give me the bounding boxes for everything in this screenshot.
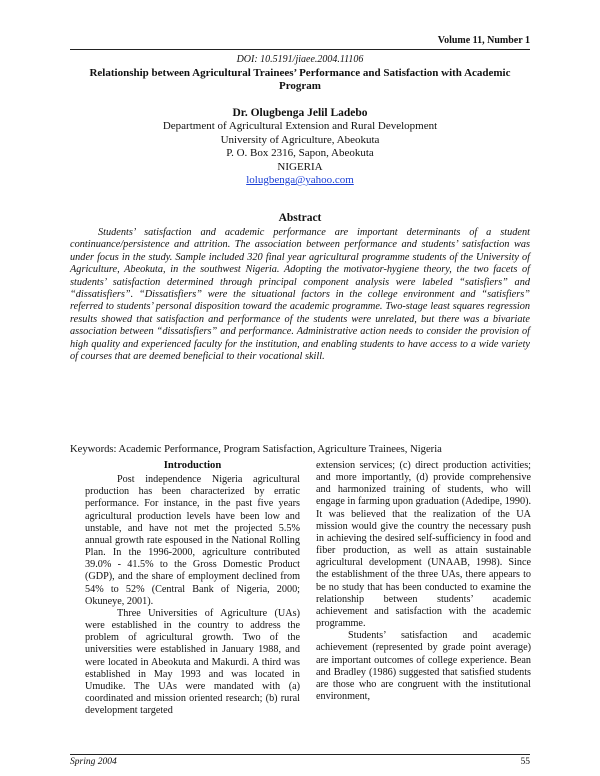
volume-label: Volume 11, Number 1	[437, 35, 530, 46]
body-paragraph: Students’ satisfaction and academic achievement (represented by grade point average) are important outcomes of college experience. Bean and Bradley (1986) suggested that satisfied students are those who are congruent with the institutional environment,	[316, 630, 531, 702]
abstract-heading: Abstract	[278, 212, 322, 224]
doi: DOI: 10.5191/jiaee.2004.11106	[236, 54, 364, 65]
affiliation-line: University of Agriculture, Abeokuta	[220, 133, 380, 146]
author-affiliation	[70, 120, 530, 174]
header-rule	[70, 49, 530, 50]
body-column-left	[85, 460, 300, 717]
section-heading: Introduction	[163, 460, 222, 471]
body-column-right	[316, 460, 531, 703]
paper-title: Relationship between Agricultural Trainees’ Performance and Satisfaction with Academic Program	[89, 67, 511, 92]
body-paragraph: Post independence Nigeria agricultural production has been characterized by erratic performance. For instance, in the past five years agricultural production levels have been low and unstable, and have not met the projected 5.5% annual growth rate espoused in the National Rolling Plan. In the 1996-2000, agriculture contributed 39.0% - 41.5% to the Gross Domestic Product (GDP), and the share of employment declined from 54% to 52% (Central Bank of Nigeria, 2000; Okuneye, 2001).	[85, 474, 300, 607]
affiliation-line: NIGERIA	[277, 160, 323, 173]
keywords: Keywords: Academic Performance, Program Satisfaction, Agriculture Trainees, Nigeria	[70, 444, 442, 455]
body-paragraph: extension services; (c) direct production activities; and more importantly, (d) provide comprehensive and harmonized training of students, who will engage in farming upon graduation (Adedipe, 1990). It was believed that the realization of the UA mission would give the country the necessary push in achieving the desired self-sufficiency in food and fiber production, as well as attain sustainable agricultural development (UNAAB, 1998). Since the establishment of the three UAs, there appears to be no study that has been conducted to examine the relationship between students’ academic achievement and satisfaction with the academic programme.	[316, 460, 532, 630]
footer-rule	[70, 754, 530, 755]
affiliation-line: P. O. Box 2316, Sapon, Abeokuta	[226, 147, 374, 159]
page-number: 55	[520, 757, 530, 767]
footer-season: Spring 2004	[70, 757, 117, 767]
author-email-link[interactable]: lolugbenga@yahoo.com	[246, 174, 354, 186]
affiliation-line: Department of Agricultural Extension and Rural Development	[162, 120, 438, 132]
author-name: Dr. Olugbenga Jelil Ladebo	[232, 107, 368, 119]
body-paragraph: Three Universities of Agriculture (UAs) were established in the country to address the problem of agricultural growth. Two of the universities were established in January 1988, and were located in Abeokuta and Makurdi. A third was established in May 1993 and was located in Umudike. The UAs were mandated with (a) coordinated and mission oriented research; (b) rural development targeted	[85, 607, 300, 717]
abstract-text: Students’ satisfaction and academic performance are important determinants of a student continuance/persistence and attrition. The association between performance and students’ satisfaction was under focus in the study. Sample included 320 final year agricultural programme students of the University of Agriculture, Abeokuta, in the southwest Nigeria. Adopting the motivator-hygiene theory, the two facets of students’ satisfaction determined through principal component analysis were labeled “satisfiers” and “dissatisfiers”. “Dissatisfiers” were the situational factors in the college environment and “satisfiers” referred to students’ personal disposition toward the academic programme. Two-stage least squares regression results showed that satisfaction and performance of the students were unrelated, but there was a bivariate association between “dissatisfiers” and performance. Administrative action needs to consider the provision of high quality and experienced faculty for the institution, and enabling students to have access to a wide variety of courses that are deemed beneficial to their vocational skill.	[70, 227, 530, 363]
